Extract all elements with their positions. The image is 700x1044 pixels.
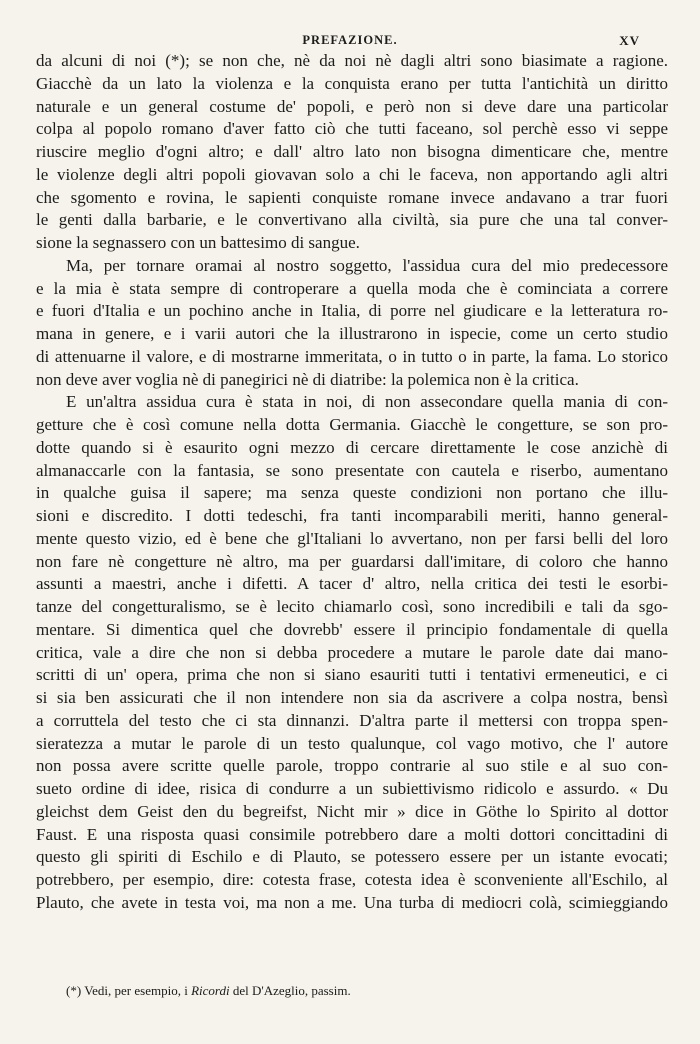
text-line: potrebbero, per esempio, dire: cotesta frase, cotesta idea è sconveniente all'Eschilo, al	[36, 870, 668, 889]
footnote-marker: (*)	[66, 983, 82, 998]
text-line: Ma, per tornare oramai al nostro soggetto, l'assidua cura del mio predecessore	[66, 255, 668, 275]
text-line: di attenuarne il valore, e di mostrarne immeritata, o in tutto o in parte, la fama. Lo storico	[36, 346, 668, 366]
page-number: XV	[619, 33, 640, 48]
text-line: tanze del congetturalismo, se è lecito chiamarlo così, sono incredibili e tali da sgo-	[36, 597, 668, 616]
text-line: assunti a maestri, anche i difetti. A tacer d' altro, nella critica dei testi le esorbi-	[36, 574, 668, 594]
text-line: mentare. Si dimentica quel che dovrebb' essere il principio fondamentale di quella	[36, 619, 668, 639]
text-line: sione la segnassero con un battesimo di sangue.	[36, 233, 360, 252]
text-line: si sia ben assicurati che il non intendere non sia da ascrivere a colpa nostra, bensì	[36, 688, 668, 707]
footnote-text-before: Vedi, per esempio, i	[84, 983, 188, 998]
text-line: in qualche guisa il sapere; ma senza queste condizioni non portano che illu-	[36, 483, 668, 503]
text-line: questo gli spiriti di Eschilo e di Plauto, se potessero essere per un istante evocati;	[36, 847, 668, 867]
text-line: dotte quando si è esaurito ogni mezzo di cercare direttamente le cose anzichè di	[36, 437, 668, 457]
text-line: sieratezza a mutar le parole di un testo qualunque, col vago motivo, che l' autore	[36, 733, 668, 753]
text-line: riuscire meglio d'ogni altro; e dall' altro lato non bisogna dimenticare che, mentre	[36, 142, 668, 161]
text-line: non fare nè congetture nè altro, ma per guardarsi dall'imitare, di coloro che hanno	[36, 551, 668, 571]
footnote-work-title: Ricordi	[191, 983, 230, 998]
text-line: scritti di un' opera, prima che non si siano esauriti tutti i tentativi ermeneutici, e ci	[36, 665, 668, 685]
footnote	[66, 982, 666, 1000]
text-line: mente questo vizio, ed è bene che gl'Italiani lo avvertano, non per farsi belli del loro	[36, 528, 668, 548]
text-line: non deve aver voglia nè di panegirici nè di diatribe: la polemica non è la critica.	[36, 369, 579, 389]
footnote-text-after: del D'Azeglio, passim.	[232, 983, 351, 998]
text-line: gleichst dem Geist den du begreifst, Nicht mir » dice in Göthe lo Spirito al dottor	[36, 801, 668, 821]
text-line: Plauto, che avete in testa voi, ma non a me. Una turba di mediocri colà, scimieggiando	[36, 892, 668, 912]
text-line: almanaccarle con la fantasia, se sono presentate con cautela e riserbo, aumentano	[36, 460, 668, 480]
text-line: le violenze degli altri popoli giovavan solo a chi le faceva, non apportando agli altri	[36, 164, 668, 184]
running-title: PREFAZIONE.	[302, 33, 398, 47]
body-text	[36, 50, 668, 915]
text-line: getture che è così comune nella dotta Germania. Giacchè le congetture, se son pro-	[36, 415, 668, 434]
text-line: e la mia è stata sempre di controperare a quella moda che è cominciata a correre	[36, 278, 668, 298]
text-line: sueto ordine di idee, risica di condurre a un subiettivismo ridicolo e assurdo. « Du	[36, 779, 668, 798]
text-line: a corruttela del testo che ci sta dinnanzi. D'altra parte il mettersi con troppa spen-	[36, 710, 668, 730]
text-line: Faust. E una risposta quasi consimile potrebbero dare a molti dottori concittadini di	[36, 824, 668, 844]
text-line: E un'altra assidua cura è stata in noi, di non assecondare quella mania di con-	[66, 392, 668, 412]
text-line: naturale e un general costume de' popoli, e però non si deve dare una particolar	[36, 96, 668, 116]
text-line: le genti dalla barbarie, e le convertivano alla civiltà, sia pure che una tal conver-	[36, 210, 668, 230]
text-line: che sgomento e rovina, le sapienti conquiste romane invece andavano a trar fuori	[36, 187, 668, 207]
text-line: non possa avere scritte quelle parole, troppo contrarie al suo stile e al suo con-	[36, 756, 668, 776]
text-line: mana in genere, e i varii autori che la illustrarono in ispecie, come un certo studio	[36, 324, 668, 343]
text-line: da alcuni di noi (*); se non che, nè da noi nè dagli altri sono biasimate a ragione.	[36, 51, 668, 70]
text-line: Giacchè da un lato la violenza e la conquista erano per tutta l'antichità un diritto	[36, 73, 668, 93]
text-line: sioni e discredito. I dotti tedeschi, fra tanti incomparabili meriti, hanno general-	[36, 506, 668, 525]
text-line: critica, vale a dire che non si debba procedere a mutare le parole date dai mano-	[36, 642, 668, 662]
text-line: e fuori d'Italia e un pochino anche in Italia, di porre nel giudicare e la letteratura ro-	[36, 301, 668, 321]
text-line: colpa al popolo romano d'aver fatto ciò che tutti faceano, sol perchè esso vi seppe	[36, 119, 668, 139]
